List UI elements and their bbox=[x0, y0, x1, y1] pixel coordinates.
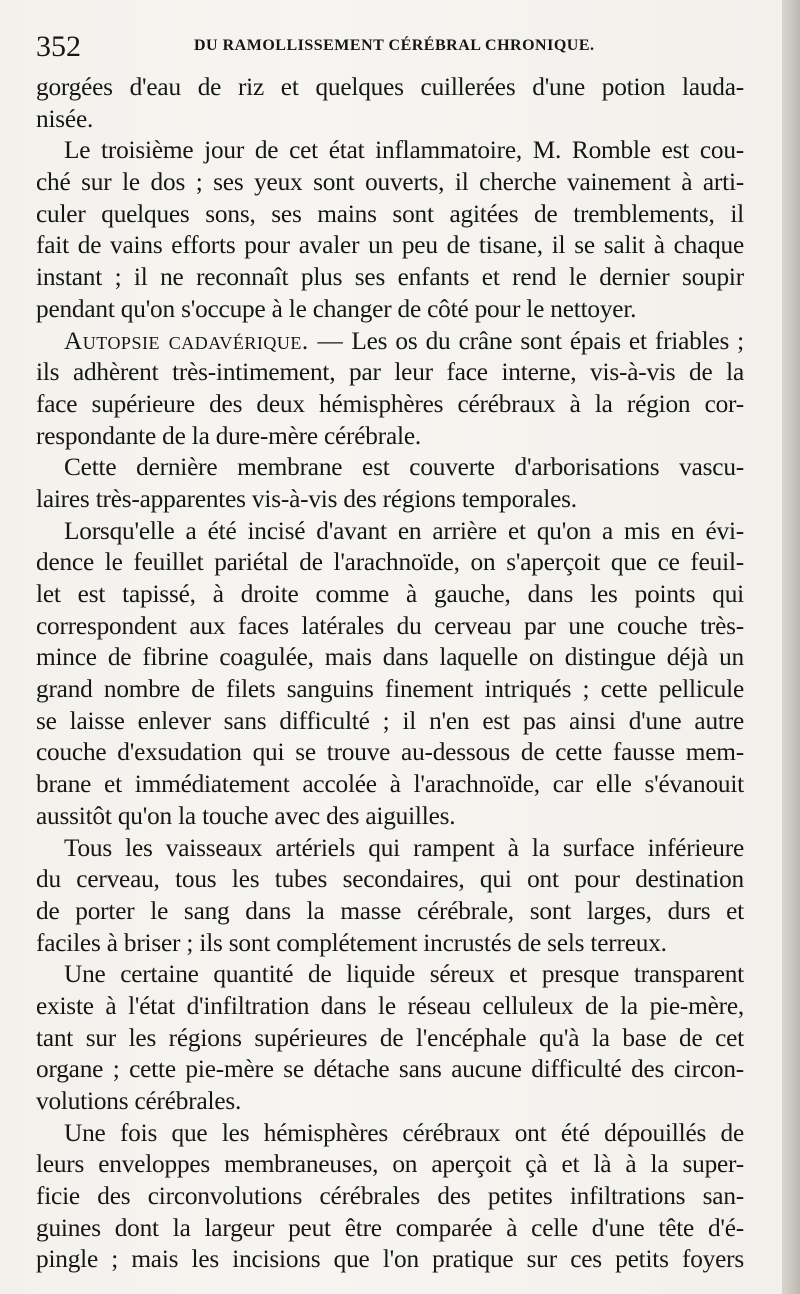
autopsy-line-text: Les os du crâne sont épais et friables ; bbox=[351, 326, 744, 355]
text-line: ficie des circonvolutions cérébrales des petites infiltrations san- bbox=[36, 1182, 744, 1211]
text-line: existe à l'état d'infiltration dans le réseau celluleux de la pie-mère, bbox=[36, 991, 744, 1020]
text-line: grand nombre de filets sanguins finement intriqués ; cette pellicule bbox=[36, 675, 744, 704]
text-line: Le troisième jour de cet état inflammatoire, M. Romble est cou- bbox=[64, 136, 744, 165]
text-line: mince de fibrine coagulée, mais dans laquelle on distingue déjà un bbox=[36, 643, 744, 672]
running-title: DU RAMOLLISSEMENT CÉRÉBRAL CHRONIQUE. bbox=[194, 37, 595, 54]
text-line: pingle ; mais les incisions que l'on pratique sur ces petits foyers bbox=[36, 1245, 744, 1274]
text-line: Lorsqu'elle a été incisé d'avant en arrière et qu'on a mis en évi- bbox=[64, 516, 744, 545]
running-head bbox=[36, 30, 736, 64]
text-line: de porter le sang dans la masse cérébrale, sont larges, durs et bbox=[36, 896, 744, 925]
text-line: Tous les vaisseaux artériels qui rampent à la surface inférieure bbox=[64, 833, 744, 862]
text-line: fait de vains efforts pour avaler un peu de tisane, il se salit à chaque bbox=[36, 231, 744, 260]
autopsy-line bbox=[36, 326, 744, 358]
text-line: face supérieure des deux hémisphères cérébraux à la région cor- bbox=[36, 389, 744, 418]
body-text bbox=[36, 72, 744, 1276]
text-line: brane et immédiatement accolée à l'arachnoïde, car elle s'évanouit bbox=[36, 770, 744, 799]
text-line: Une certaine quantité de liquide séreux et presque transparent bbox=[64, 960, 744, 989]
text-line: Cette dernière membrane est couverte d'arborisations vascu- bbox=[64, 453, 744, 482]
text-line: volutions cérébrales. bbox=[36, 1087, 242, 1115]
text-line: faciles à briser ; ils sont complétement incrustés de sels terreux. bbox=[36, 928, 667, 957]
text-line: leurs enveloppes membraneuses, on aperçoit çà et là à la super- bbox=[36, 1150, 744, 1179]
text-line: organe ; cette pie-mère se détache sans aucune difficulté des circon- bbox=[36, 1055, 744, 1084]
text-line: du cerveau, tous les tubes secondaires, qui ont pour destination bbox=[36, 865, 744, 894]
text-line: dence le feuillet pariétal de l'arachnoïde, on s'aperçoit que ce feuil- bbox=[36, 548, 744, 577]
text-line: guines dont la largeur peut être comparée à celle d'une tête d'é- bbox=[36, 1213, 744, 1242]
text-line: couche d'exsudation qui se trouve au-dessous de cette fausse mem- bbox=[36, 738, 744, 767]
text-line: respondante de la dure-mère cérébrale. bbox=[36, 421, 421, 450]
autopsy-heading: Autopsie cadavérique. — bbox=[64, 326, 344, 355]
text-line: pendant qu'on s'occupe à le changer de côté pour le nettoyer. bbox=[36, 294, 637, 323]
text-line: tant sur les régions supérieures de l'encéphale qu'à la base de cet bbox=[36, 1023, 744, 1052]
text-line: instant ; il ne reconnaît plus ses enfants et rend le dernier soupir bbox=[36, 263, 744, 292]
page-edge bbox=[782, 0, 800, 1294]
text-line: ché sur le dos ; ses yeux sont ouverts, il cherche vainement à arti- bbox=[36, 168, 744, 197]
text-line: let est tapissé, à droite comme à gauche, dans les points qui bbox=[36, 580, 744, 608]
text-line: aussitôt qu'on la touche avec des aiguilles. bbox=[36, 801, 456, 830]
text-line: laires très-apparentes vis-à-vis des régions temporales. bbox=[36, 484, 577, 513]
page-number: 352 bbox=[36, 30, 81, 63]
text-line: nisée. bbox=[36, 104, 94, 133]
text-line: correspondent aux faces latérales du cerveau par une couche très- bbox=[36, 611, 744, 640]
text-line: ils adhèrent très-intimement, par leur face interne, vis-à-vis de la bbox=[36, 358, 744, 387]
text-line: culer quelques sons, ses mains sont agitées de tremblements, il bbox=[36, 199, 744, 228]
text-line: se laisse enlever sans difficulté ; il n'en est pas ainsi d'une autre bbox=[36, 706, 744, 735]
text-line: gorgées d'eau de riz et quelques cuillerées d'une potion lauda- bbox=[36, 73, 744, 101]
text-line: Une fois que les hémisphères cérébraux ont été dépouillés de bbox=[64, 1118, 744, 1147]
